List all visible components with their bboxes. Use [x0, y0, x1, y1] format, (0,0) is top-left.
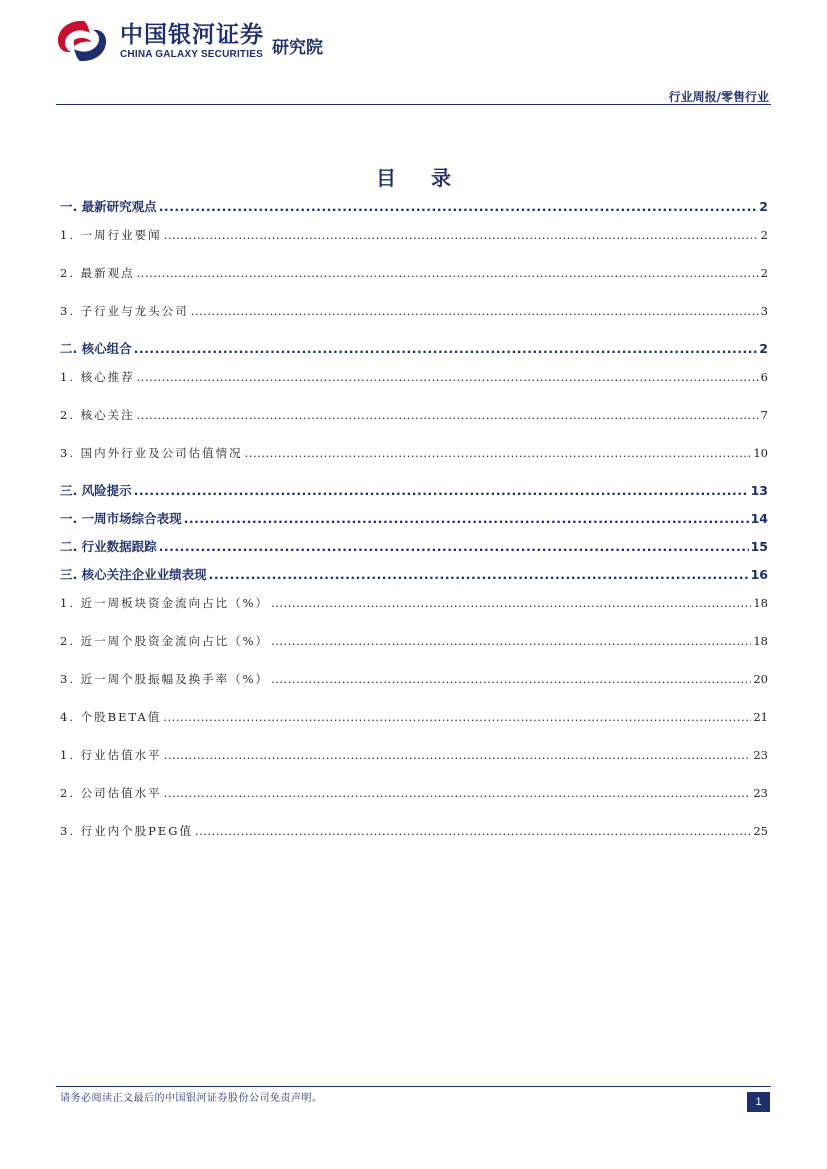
- toc-entry-label: 二. 行业数据跟踪: [60, 539, 157, 554]
- toc-entry-label: 一. 一周市场综合表现: [60, 511, 182, 526]
- toc-entry[interactable]: [60, 508, 768, 536]
- toc-dot-leader: [134, 338, 758, 360]
- toc-entry[interactable]: [60, 300, 768, 338]
- toc-dot-leader: [271, 668, 751, 690]
- disclaimer-note: 请务必阅读正文最后的中国银河证券股份公司免责声明。: [60, 1093, 323, 1104]
- toc-entry-page: 14: [750, 511, 768, 526]
- toc-entry-page: 23: [753, 786, 768, 800]
- toc-dot-leader: [271, 630, 751, 652]
- toc-entry-page: 2: [760, 266, 768, 280]
- china-galaxy-logo-icon: [54, 18, 110, 64]
- toc-entry-page: 16: [750, 567, 768, 582]
- toc-entry-page: 18: [753, 634, 768, 648]
- toc-entry[interactable]: [60, 404, 768, 442]
- toc-entry[interactable]: [60, 630, 768, 668]
- report-category: 行业周报/零售行业: [668, 90, 769, 104]
- header-divider: [56, 104, 771, 105]
- toc-entry-label: 三. 风险提示: [60, 483, 132, 498]
- toc-dot-leader: [195, 820, 751, 842]
- toc-dot-leader: [163, 706, 751, 728]
- toc-title: 目 录: [376, 166, 465, 190]
- toc-entry-label: 三. 核心关注企业业绩表现: [60, 567, 207, 582]
- toc-entry-page: 20: [753, 672, 768, 686]
- toc-dot-leader: [134, 480, 749, 502]
- toc-entry-page: 2: [759, 199, 768, 214]
- toc-entry-label: 2. 最新观点: [60, 266, 135, 280]
- toc-entry-page: 2: [760, 228, 768, 242]
- toc-dot-leader: [209, 564, 749, 586]
- toc-dot-leader: [271, 592, 751, 614]
- toc-entry-label: 3. 子行业与龙头公司: [60, 304, 189, 318]
- toc-entry-page: 6: [760, 370, 768, 384]
- toc-entry-page: 7: [760, 408, 768, 422]
- toc-dot-leader: [137, 262, 759, 284]
- toc-entry[interactable]: [60, 442, 768, 480]
- toc-entry[interactable]: [60, 338, 768, 366]
- footer-divider: [56, 1086, 771, 1087]
- toc-entry-label: 3. 国内外行业及公司估值情况: [60, 446, 243, 460]
- toc-entry[interactable]: [60, 820, 768, 858]
- toc-dot-leader: [245, 442, 752, 464]
- toc-entry-label: 1. 行业估值水平: [60, 748, 162, 762]
- toc-entry-label: 2. 公司估值水平: [60, 786, 162, 800]
- toc-dot-leader: [184, 508, 749, 530]
- toc-entry[interactable]: [60, 480, 768, 508]
- toc-entry-page: 18: [753, 596, 768, 610]
- toc-entry[interactable]: [60, 706, 768, 744]
- toc-entry-page: 21: [753, 710, 768, 724]
- page-number: 1: [747, 1092, 770, 1112]
- toc-entry-label: 3. 近一周个股振幅及换手率（%）: [60, 672, 270, 686]
- toc-entry[interactable]: [60, 224, 768, 262]
- toc-dot-leader: [159, 196, 758, 218]
- toc-entry[interactable]: [60, 782, 768, 820]
- toc-entry-label: 1. 核心推荐: [60, 370, 135, 384]
- toc-entry-page: 2: [759, 341, 768, 356]
- toc-dot-leader: [164, 744, 752, 766]
- toc-entry-label: 2. 核心关注: [60, 408, 135, 422]
- toc-entry-page: 10: [753, 446, 768, 460]
- toc-dot-leader: [159, 536, 749, 558]
- toc-entry-label: 一. 最新研究观点: [60, 199, 157, 214]
- toc-entry-label: 2. 近一周个股资金流向占比（%）: [60, 634, 270, 648]
- toc-entry-page: 23: [753, 748, 768, 762]
- toc-dot-leader: [191, 300, 759, 322]
- toc-entry-label: 4. 个股BETA值: [60, 710, 162, 724]
- toc-dot-leader: [137, 404, 759, 426]
- toc-entry-page: 25: [753, 824, 768, 838]
- institute-label: 研究院: [272, 38, 323, 58]
- toc-entry-page: 15: [750, 539, 768, 554]
- toc-entry[interactable]: [60, 564, 768, 592]
- toc-dot-leader: [164, 782, 752, 804]
- toc-entry-label: 3. 行业内个股PEG值: [60, 824, 193, 838]
- toc-entry[interactable]: [60, 196, 768, 224]
- brand: [120, 22, 264, 62]
- toc-entry-label: 1. 一周行业要闻: [60, 228, 162, 242]
- toc-entry[interactable]: [60, 668, 768, 706]
- toc-entry-label: 二. 核心组合: [60, 341, 132, 356]
- table-of-contents: [60, 196, 768, 858]
- toc-entry[interactable]: [60, 744, 768, 782]
- toc-dot-leader: [137, 366, 759, 388]
- toc-entry[interactable]: [60, 366, 768, 404]
- toc-entry-page: 13: [750, 483, 768, 498]
- brand-name-cn: 中国银河证券: [120, 22, 264, 48]
- toc-entry[interactable]: [60, 262, 768, 300]
- toc-entry-page: 3: [760, 304, 768, 318]
- toc-dot-leader: [164, 224, 759, 246]
- brand-name-en: CHINA GALAXY SECURITIES: [120, 49, 263, 60]
- toc-entry[interactable]: [60, 536, 768, 564]
- toc-entry[interactable]: [60, 592, 768, 630]
- toc-entry-label: 1. 近一周板块资金流向占比（%）: [60, 596, 270, 610]
